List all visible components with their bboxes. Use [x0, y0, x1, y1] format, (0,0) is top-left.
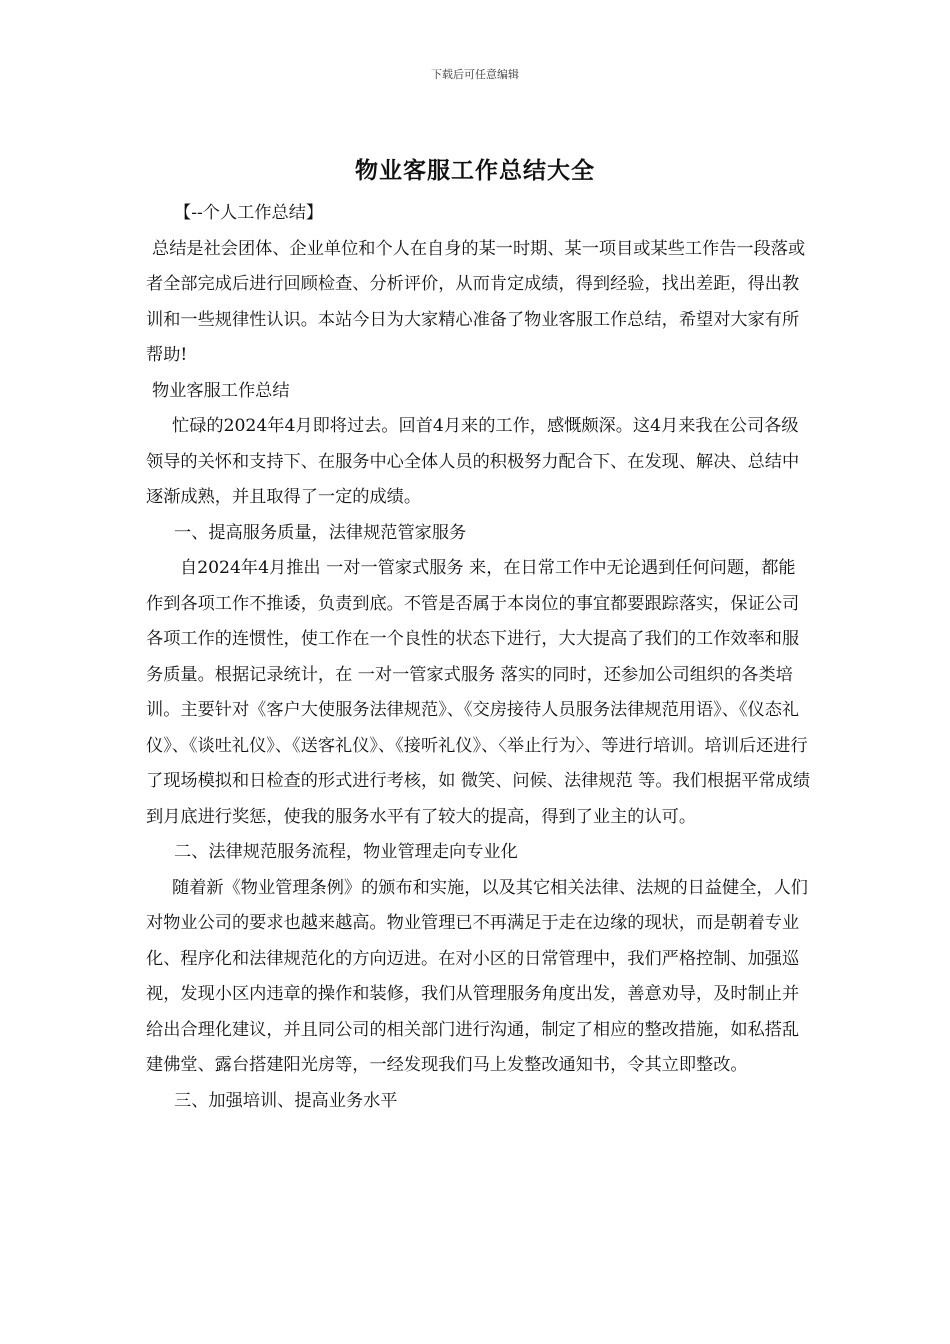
section-tag: 【--个人工作总结】: [174, 203, 324, 223]
section-heading: 三、加强培训、提高业务水平: [174, 1090, 398, 1111]
paragraph-body: 随着新《物业管理条例》的颁布和实施，以及其它相关法律、法规的日益健全，人们对物业公司的要求也越来越高。物业管理已不再满足于走在边缘的现状，而是朝着专业化、程序化和法律规范化的方向迈进。在对小区的日常管理中，我们严格控制、加强巡视，发现小区内违章的操作和装修，我们从管理服务角度出发，善意劝导，及时制止并给出合理化建议，并且同公司的相关部门进行沟通，制定了相应的整改措施，如私搭乱建佛堂、露台搭建阳光房等，一经发现我们马上发整改通知书，令其立即整改。: [146, 877, 808, 1075]
paragraph-heading: 物业客服工作总结: [152, 380, 290, 401]
page-header: 下载后可任意编辑: [431, 68, 519, 81]
paragraph-intro: 总结是社会团体、企业单位和个人在自身的某一时期、某一项目或某些工作告一段落或者全部完成后进行回顾检查、分析评价，从而肯定成绩，得到经验，找出差距，得出教训和一些规律性认识。本站今日为大家精心准备了物业客服工作总结，希望对大家有所帮助!: [146, 238, 806, 365]
paragraph-body: 忙碌的2024年4月即将过去。回首4月来的工作，感慨颇深。这4月来我在公司各级领导的关怀和支持下、在服务中心全体人员的积极努力配合下、在发现、解决、总结中逐渐成熟，并且取得了一定的成绩。: [146, 416, 800, 507]
document-body: [146, 196, 812, 1119]
section-heading: 一、提高服务质量，法律规范管家服务: [174, 522, 467, 543]
document-title: 物业客服工作总结大全: [355, 157, 595, 184]
section-heading: 二、法律规范服务流程，物业管理走向专业化: [174, 842, 518, 862]
paragraph-body: 自2024年4月推出 一对一管家式服务 来，在日常工作中无论遇到任何问题，都能作到各项工作不推诿，负责到底。不管是否属于本岗位的事宜都要跟踪落实，保证公司各项工作的连惯性，使工作在一个良性的状态下进行，大大提高了我们的工作效率和服务质量。根据记录统计，在 一对一管家式服务 落实的同时，还参加公司组织的各类培训。主要针对《客户大使服务法律规范》、《交房接待人员服务法律规范用语》、《仪态礼仪》、《谈吐礼仪》、《送客礼仪》、《接听礼仪》、〈举止行为〉、等进行培训。培训后还进行了现场模拟和日检查的形式进行考核，如 微笑、问候、法律规范 等。我们根据平常成绩到月底进行奖惩，使我的服务水平有了较大的提高，得到了业主的认可。: [146, 558, 811, 827]
